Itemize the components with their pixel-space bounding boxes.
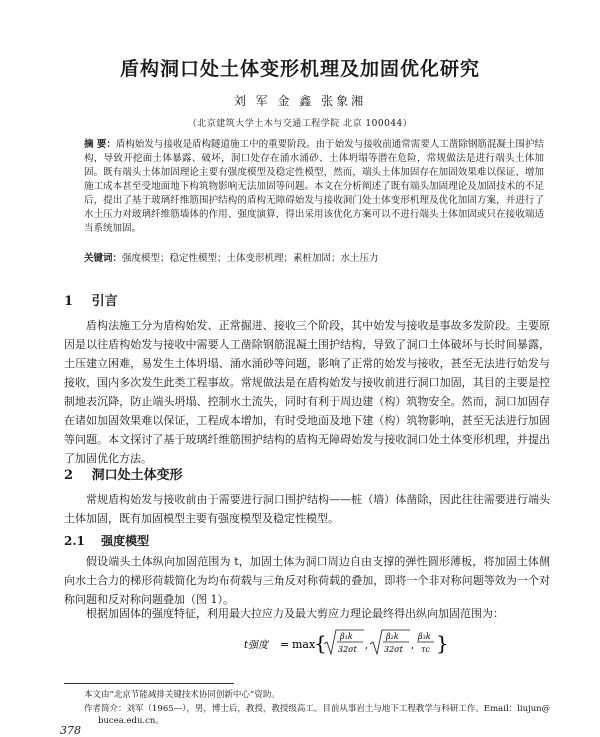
section-1-number: 1 [64,294,74,309]
formula-close-brace: } [436,631,449,655]
keywords [84,252,544,266]
affiliation: （北京建筑大学土木与交通工程学院 北京 100044） [187,119,413,129]
formula-lhs: t强度 [244,640,269,651]
formula-frac1-den: 32σt [338,645,357,654]
formula-comma-2: , [411,640,415,651]
section-1-paragraph: 盾构法施工分为盾构始发、正常掘进、接收三个阶段，其中始发与接收是事故多发阶段。主要原因是以往盾构始发与接收中需要人工凿除钢筋混凝土围护结构，导致了洞口土体破坏与长时间暴露，土压建立困难，易发生土体坍塌、涌水涌砂等问题，影响了正常的始发与接收，甚至无法进行始发与接收，国内多次发生此类工程事故。常规做法是在盾构始发与接收前进行洞口加固，其目的主要是控制地表沉降，防止端头坍塌、控制水土流失，同时有利于周边建（构）筑物安全。然而，洞口加固存在诸如加固效果难以保证，工程成本增加，有时受地面及地下建（构）筑物影响，甚至无法进行加固等问题。本文探讨了基于玻璃纤维筋围护结构的盾构无障碍始发与接收洞口处土体变形机理，并提出了加固优化方法。 [64,319,550,465]
formula-comma-1: , [365,640,369,651]
strength-formula [244,628,449,660]
formula-equals: = [280,638,290,651]
page-number: 378 [60,724,81,737]
paper-title: 盾构洞口处土体变形机理及加固优化研究 [119,58,480,80]
formula-frac3-den: τc [421,645,430,654]
abstract [84,138,544,236]
abstract-label: 摘 要： [84,139,116,150]
formula-frac2-num: β₂k [386,632,399,641]
formula-frac1-num: β₁k [340,632,353,641]
section-2-heading [64,464,183,483]
section-1-heading [64,290,118,309]
section-2-1-title: 强度模型 [101,534,150,548]
footnote-author-1: 作者简介：刘军（1965—），男，博士后，教授，教授级高工。目前从事岩土与地下工程教学与科研工作。Email：liujun@ [84,704,551,714]
footnote-funding: 本文由“北京节能减排关键技术协同创新中心”资助。 [84,690,280,700]
section-2-paragraph: 常规盾构始发与接收前由于需要进行洞口围护结构——桩（墙）体凿除，因此往往需要进行端头土体加固，既有加固模型主要有强度模型及稳定性模型。 [64,493,550,525]
section-2-number: 2 [64,468,74,483]
author-list: 刘 军 金 鑫 张象湘 [233,94,367,108]
abstract-text: 盾构始发与接收是盾构隧道施工中的重要阶段。由于始发与接收前通常需要人工凿除钢筋混凝土围护结构，导致开挖面土体暴露、破坏，洞口处存在涌水涌砂、土体坍塌等潜在危险，常规做法是进行端头土体加固。既有端头土体加固理论主要有强度模型及稳定性模型，然而，端头土体加固存在加固效果难以保证、增加施工成本甚至受地面地下构筑物影响无法加固等问题。本文在分析阐述了既有端头加固理论及加固技术的不足后，提出了基于玻璃纤维筋围护结构的盾构无障碍始发与接收洞门处土体变形机理及优化加固方案，并进行了水土压力对玻璃纤维筋墙体的作用、强度演算，得出采用该优化方案可以不进行端头土体加固或只在接收端适当系统加固。 [84,139,544,234]
section-1-title: 引言 [91,294,118,309]
formula-frac2-den: 32σt [384,645,403,654]
formula-frac3-num: β₃k [418,632,431,641]
footnote-divider [64,683,234,684]
section-2-1-heading [64,532,149,549]
formula-max: max [292,638,316,651]
keywords-label: 关键词： [84,253,123,264]
formula-open-brace: { [314,631,327,655]
section-2-title: 洞口处土体变形 [91,468,183,483]
section-2-1-paragraph-2: 根据加固体的强度特征，利用最大拉应力及最大剪应力理论最终得出纵向加固范围为： [86,607,504,620]
section-2-1-paragraph-1: 假设端头土体纵向加固范围为 t，加固土体为洞口周边自由支撑的弹性圆形薄板，将加固土体侧向水土合力的梯形荷载简化为均布荷载与三角反对称荷载的叠加，即将一个非对称问题等效为一个对称问题和反对称问题叠加（图 1）。 [64,555,550,606]
section-2-1-number: 2.1 [64,534,85,548]
keywords-text: 强度模型；稳定性模型；土体变形机理；素桩加固；水土压力 [122,253,379,264]
footnote-author-2: bucea.edu.cn。 [98,716,164,726]
